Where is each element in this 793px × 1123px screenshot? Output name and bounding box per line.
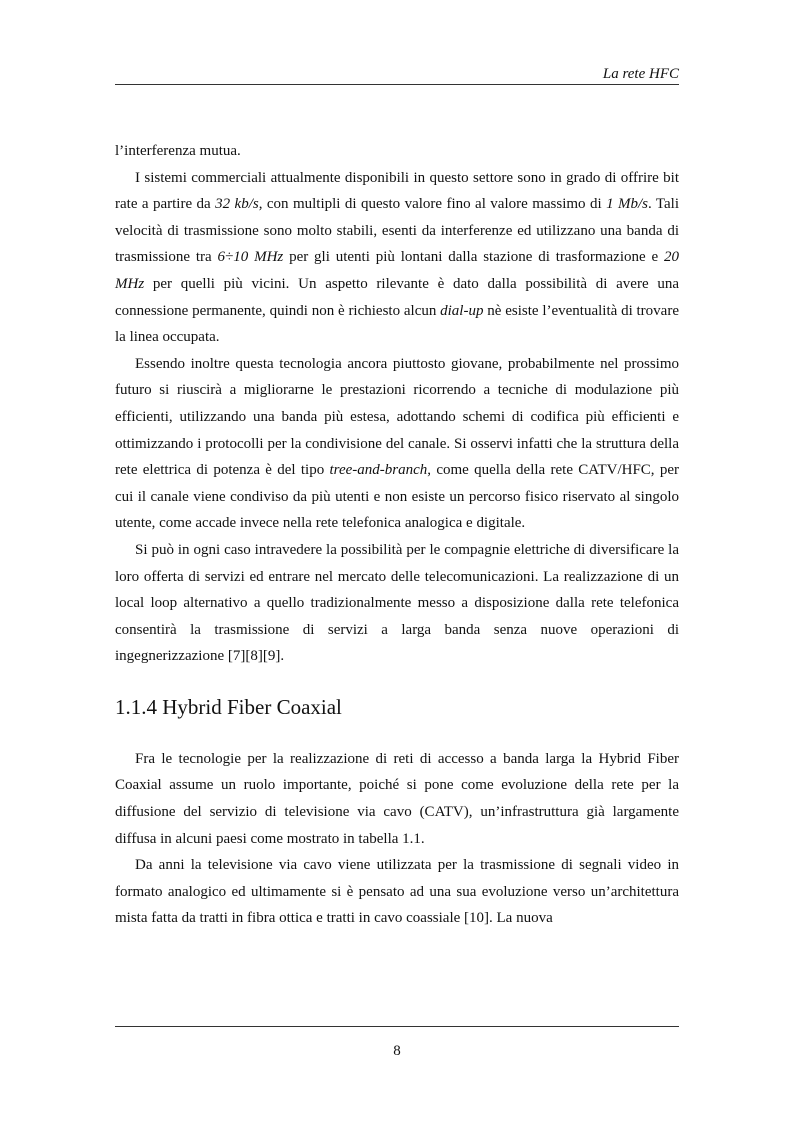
text-run: Fra le tecnologie per la realizzazione di reti di accesso a banda larga la Hybrid Fiber Coaxial assume un ruolo importante, poiché si pone come evoluzione della rete per la diffusione del servizio di televisione via cavo (CATV), un’infrastruttura già largamente diffusa in alcuni paesi come mostrato in tabella 1.1. xyxy=(115,750,679,847)
paragraph xyxy=(115,537,679,670)
text-run: Da anni la televisione via cavo viene utilizzata per la trasmissione di segnali video in formato analogico ed ultimamente si è pensato ad una sua evoluzione verso un’architettura mista fatta da tratti in fibra ottica e tratti in cavo coassiale [10]. La nuova xyxy=(115,857,679,927)
body-text xyxy=(115,138,679,932)
paragraphs-after-heading xyxy=(115,746,679,932)
text-run: per gli utenti più lontani dalla stazione di trasformazione e xyxy=(283,249,664,266)
text-run: nè esiste l’eventualità di trovare la linea occupata. xyxy=(115,302,679,346)
italic-text: 1 Mb/s xyxy=(606,196,648,213)
text-run: I sistemi commerciali attualmente disponibili in questo settore sono in grado di offrire bit rate a partire da xyxy=(115,169,679,213)
text-run: Si può in ogni caso intravedere la possibilità per le compagnie elettriche di diversificare la loro offerta di servizi ed entrare nel mercato delle telecomunicazioni. La realizzazione di un local loop alternativo a quello tradizionalmente messo a disposizione dalla rete telefonica consentirà la trasmissione di servizi a larga banda senza nuove operazioni di ingegnerizzazione [7][8][9]. xyxy=(115,541,679,665)
italic-text: 32 kb/s xyxy=(215,196,259,213)
italic-text: tree-and-branch xyxy=(329,462,428,479)
text-run: Essendo inoltre questa tecnologia ancora piuttosto giovane, probabilmente nel prossimo futuro si riuscirà a migliorarne le prestazioni ricorrendo a tecniche di modulazione più efficienti, utilizzando una banda più estesa, adottando schemi di codifica più efficienti e ottimizzando i protocolli per la condivisione del canale. Si osservi infatti che la struttura della rete elettrica di potenza è del tipo xyxy=(115,355,679,479)
section-heading: 1.1.4 Hybrid Fiber Coaxial xyxy=(115,694,342,719)
header-title: La rete HFC xyxy=(602,66,679,82)
paragraphs-before-heading xyxy=(115,138,679,670)
running-header xyxy=(115,64,679,85)
footer xyxy=(115,1026,679,1059)
paragraph xyxy=(115,138,679,165)
paragraph xyxy=(115,165,679,351)
paragraph xyxy=(115,351,679,537)
text-run: , con multipli di questo valore fino al valore massimo di xyxy=(258,196,607,213)
text-run: l’interferenza mutua. xyxy=(115,143,241,159)
italic-text: 20 MHz xyxy=(115,249,679,292)
text-run: . Tali velocità di trasmissione sono molto stabili, esenti da interferenze ed utilizzano una banda di trasmissione tra xyxy=(115,196,679,266)
paragraph xyxy=(115,746,679,852)
paragraph xyxy=(115,852,679,932)
italic-text: dial-up xyxy=(440,302,484,319)
italic-text: 6÷10 MHz xyxy=(217,249,284,266)
text-run: , come quella della rete CATV/HFC, per cui il canale viene condiviso da più utenti e non esiste un percorso fisico riservato al singolo utente, come accade invece nella rete telefonica analogica e digitale. xyxy=(115,462,680,532)
text-run: per quelli più vicini. Un aspetto rilevante è dato dalla possibilità di avere una connessione permanente, quindi non è richiesto alcun xyxy=(115,275,679,319)
page-number: 8 xyxy=(393,1043,401,1059)
